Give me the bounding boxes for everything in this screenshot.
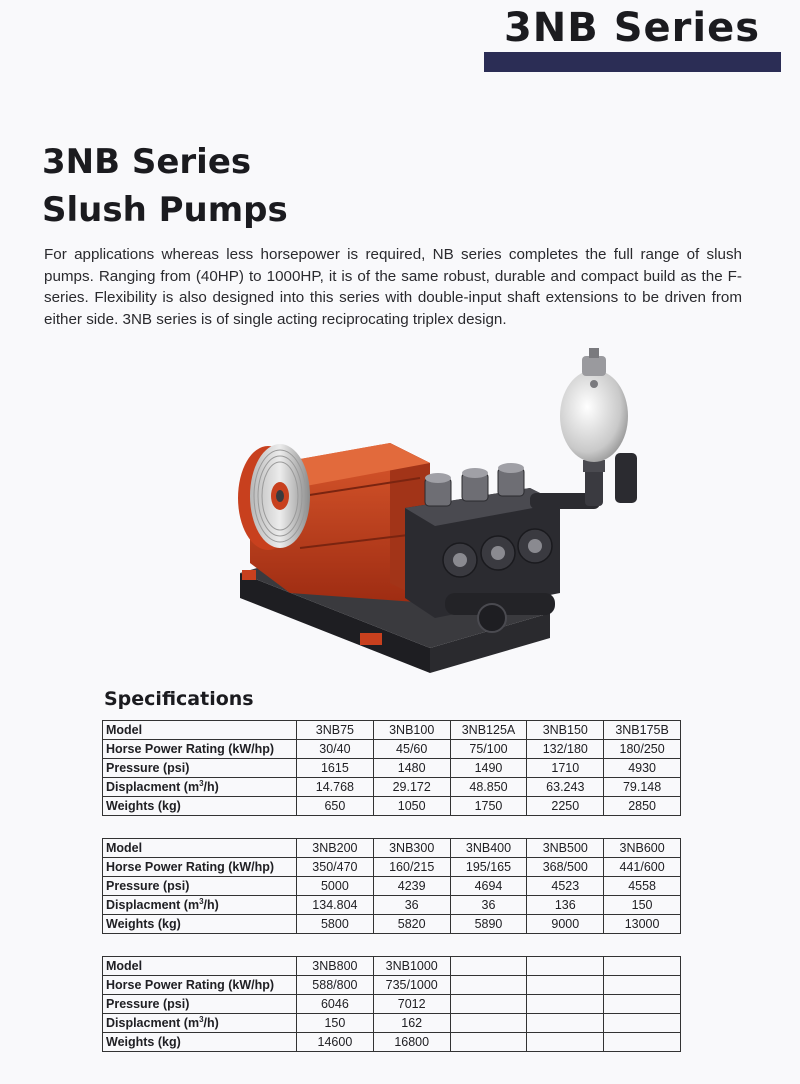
intro-paragraph: For applications whereas less horsepower is required, NB series completes the full range of slush pumps. Ranging from (40HP) to 1000HP, it is of the same robust, durable and compact build as the F-series. Flexibility is also designed into this series with double-input shaft extensions to be driven from either side. 3NB series is of single acting reciprocating triplex design. <box>44 246 742 328</box>
cell-model: 3NB300 <box>373 839 450 858</box>
cell-horse-power: 132/180 <box>527 740 604 759</box>
cell-horse-power: 441/600 <box>604 858 681 877</box>
cell-weights: 2850 <box>604 797 681 816</box>
cell-weights: 16800 <box>373 1033 450 1052</box>
cell-displacement: 150 <box>297 1014 374 1033</box>
cell-horse-power: 160/215 <box>373 858 450 877</box>
cell-model: 3NB800 <box>297 957 374 976</box>
cell-model: 3NB125A <box>450 721 527 740</box>
table-row <box>103 957 681 976</box>
page-title <box>42 138 288 234</box>
cell-pressure: 1710 <box>527 759 604 778</box>
row-label-model: Model <box>103 721 297 740</box>
row-label-displacement <box>103 778 297 797</box>
cell-horse-power: 30/40 <box>297 740 374 759</box>
table-row <box>103 915 681 934</box>
cell-weights: 5890 <box>450 915 527 934</box>
cell-weights: 650 <box>297 797 374 816</box>
spec-table-3 <box>102 956 681 1052</box>
displacement-label-prefix: Displacment (m <box>106 780 200 794</box>
cell-horse-power <box>450 976 527 995</box>
cell-displacement <box>450 1014 527 1033</box>
cell-horse-power <box>604 976 681 995</box>
cell-model <box>450 957 527 976</box>
cell-weights: 1050 <box>373 797 450 816</box>
cell-pressure: 4239 <box>373 877 450 896</box>
cell-pressure: 4523 <box>527 877 604 896</box>
cell-pressure <box>604 995 681 1014</box>
cell-model: 3NB1000 <box>373 957 450 976</box>
cell-horse-power: 45/60 <box>373 740 450 759</box>
cell-displacement: 14.768 <box>297 778 374 797</box>
cell-horse-power: 735/1000 <box>373 976 450 995</box>
cell-displacement <box>604 1014 681 1033</box>
row-label-displacement <box>103 896 297 915</box>
page-title-line-1: 3NB Series <box>42 142 252 182</box>
cell-horse-power: 75/100 <box>450 740 527 759</box>
cell-weights: 5800 <box>297 915 374 934</box>
table-row <box>103 896 681 915</box>
cell-model: 3NB75 <box>297 721 374 740</box>
table-row <box>103 877 681 896</box>
cell-pressure: 5000 <box>297 877 374 896</box>
table-row <box>103 995 681 1014</box>
cell-pressure: 4558 <box>604 877 681 896</box>
cell-horse-power: 350/470 <box>297 858 374 877</box>
table-row <box>103 778 681 797</box>
table-row <box>103 1014 681 1033</box>
table-row <box>103 839 681 858</box>
cell-weights: 5820 <box>373 915 450 934</box>
displacement-label-sup: 3 <box>199 778 204 788</box>
row-label-horse-power: Horse Power Rating (kW/hp) <box>103 740 297 759</box>
cell-horse-power: 195/165 <box>450 858 527 877</box>
cell-model: 3NB400 <box>450 839 527 858</box>
pump-image <box>230 348 650 688</box>
displacement-label-suffix: /h) <box>203 780 219 794</box>
cell-weights: 9000 <box>527 915 604 934</box>
displacement-label-sup: 3 <box>199 896 204 906</box>
row-label-weights: Weights (kg) <box>103 915 297 934</box>
cell-displacement: 162 <box>373 1014 450 1033</box>
table-row <box>103 1033 681 1052</box>
table-row <box>103 976 681 995</box>
cell-displacement: 79.148 <box>604 778 681 797</box>
displacement-label-prefix: Displacment (m <box>106 898 200 912</box>
cell-pressure: 1490 <box>450 759 527 778</box>
table-row <box>103 858 681 877</box>
cell-weights: 14600 <box>297 1033 374 1052</box>
header-rule <box>484 52 781 72</box>
cell-displacement: 63.243 <box>527 778 604 797</box>
cell-pressure: 1615 <box>297 759 374 778</box>
cell-weights: 13000 <box>604 915 681 934</box>
cell-pressure: 7012 <box>373 995 450 1014</box>
cell-displacement: 36 <box>450 896 527 915</box>
cell-displacement: 48.850 <box>450 778 527 797</box>
displacement-label-sup: 3 <box>199 1014 204 1024</box>
displacement-label-prefix: Displacment (m <box>106 1016 200 1030</box>
cell-model: 3NB175B <box>604 721 681 740</box>
displacement-label-suffix: /h) <box>203 898 219 912</box>
row-label-model: Model <box>103 839 297 858</box>
row-label-horse-power: Horse Power Rating (kW/hp) <box>103 858 297 877</box>
cell-model <box>527 957 604 976</box>
row-label-displacement <box>103 1014 297 1033</box>
cell-pressure <box>527 995 604 1014</box>
row-label-horse-power: Horse Power Rating (kW/hp) <box>103 976 297 995</box>
cell-displacement <box>527 1014 604 1033</box>
cell-horse-power: 368/500 <box>527 858 604 877</box>
cell-pressure: 6046 <box>297 995 374 1014</box>
cell-pressure: 4694 <box>450 877 527 896</box>
cell-displacement: 150 <box>604 896 681 915</box>
cell-pressure: 4930 <box>604 759 681 778</box>
cell-pressure <box>450 995 527 1014</box>
page-title-line-2: Slush Pumps <box>42 190 288 230</box>
cell-model: 3NB100 <box>373 721 450 740</box>
triplex-slush-pump-illustration-icon <box>230 348 650 688</box>
cell-weights: 2250 <box>527 797 604 816</box>
cell-horse-power <box>527 976 604 995</box>
spec-table-1 <box>102 720 681 816</box>
row-label-weights: Weights (kg) <box>103 1033 297 1052</box>
row-label-pressure: Pressure (psi) <box>103 995 297 1014</box>
cell-weights <box>450 1033 527 1052</box>
row-label-model: Model <box>103 957 297 976</box>
displacement-label-suffix: /h) <box>203 1016 219 1030</box>
cell-model: 3NB200 <box>297 839 374 858</box>
cell-displacement: 36 <box>373 896 450 915</box>
table-row <box>103 759 681 778</box>
cell-model: 3NB600 <box>604 839 681 858</box>
cell-weights <box>527 1033 604 1052</box>
cell-displacement: 136 <box>527 896 604 915</box>
series-header-title: 3NB Series <box>503 5 761 51</box>
cell-pressure: 1480 <box>373 759 450 778</box>
cell-displacement: 134.804 <box>297 896 374 915</box>
table-row <box>103 797 681 816</box>
cell-weights <box>604 1033 681 1052</box>
cell-model: 3NB500 <box>527 839 604 858</box>
spec-table-2 <box>102 838 681 934</box>
table-row <box>103 721 681 740</box>
cell-model: 3NB150 <box>527 721 604 740</box>
cell-horse-power: 180/250 <box>604 740 681 759</box>
row-label-pressure: Pressure (psi) <box>103 877 297 896</box>
row-label-pressure: Pressure (psi) <box>103 759 297 778</box>
cell-weights: 1750 <box>450 797 527 816</box>
table-row <box>103 740 681 759</box>
cell-model <box>604 957 681 976</box>
cell-displacement: 29.172 <box>373 778 450 797</box>
cell-horse-power: 588/800 <box>297 976 374 995</box>
row-label-weights: Weights (kg) <box>103 797 297 816</box>
specifications-heading: Specifications <box>104 688 254 710</box>
